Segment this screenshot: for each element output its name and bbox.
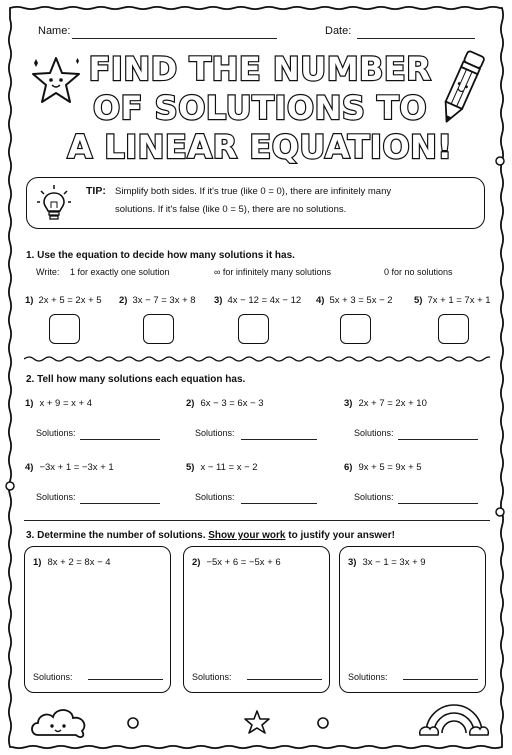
problem-number: 1) — [25, 398, 34, 409]
worksheet-title — [60, 47, 460, 167]
equation-text: −5x + 6 = −5x + 6 — [206, 557, 281, 568]
problem-number: 2) — [186, 398, 195, 409]
section-divider — [24, 520, 490, 521]
solutions-answer-line[interactable] — [247, 679, 322, 680]
date-field[interactable] — [357, 38, 475, 39]
answer-box[interactable] — [143, 314, 174, 344]
equation-text: 9x + 5 = 9x + 5 — [358, 462, 422, 473]
equation-text: 2x + 5 = 2x + 5 — [38, 295, 102, 306]
solutions-label: Solutions: — [354, 428, 394, 438]
solutions-answer-line[interactable] — [403, 679, 478, 680]
equation-text: x + 9 = x + 4 — [39, 398, 92, 409]
key-no-solutions: 0 for no solutions — [384, 267, 453, 277]
pencil-icon — [437, 45, 487, 130]
solutions-answer-line[interactable] — [241, 439, 317, 440]
problem-number: 4) — [25, 462, 34, 473]
circle-decoration-icon — [126, 716, 140, 730]
problem-number: 4) — [316, 295, 325, 306]
solutions-label: Solutions: — [195, 492, 235, 502]
answer-box[interactable] — [49, 314, 80, 344]
tip-box — [26, 177, 485, 229]
problem-number: 3) — [214, 295, 223, 306]
lightbulb-icon — [37, 184, 71, 224]
solutions-answer-line[interactable] — [398, 439, 478, 440]
problem-equation — [25, 462, 114, 473]
section-divider — [24, 355, 490, 363]
key-infinite-solutions: ∞ for infinitely many solutions — [214, 267, 331, 277]
solutions-label: Solutions: — [354, 492, 394, 502]
title-line-3: A LINEAR EQUATION! — [67, 128, 453, 166]
problem-number: 2) — [119, 295, 128, 306]
problem-equation — [414, 295, 491, 306]
solutions-label: Solutions: — [348, 672, 388, 682]
problem-equation — [186, 398, 264, 409]
solutions-answer-line[interactable] — [80, 439, 160, 440]
circle-decoration-icon — [316, 716, 330, 730]
tip-text-line-1: Simplify both sides. If it's true (like 0 = 0), there are infinitely many — [115, 186, 392, 197]
problem-equation — [316, 295, 393, 306]
work-box[interactable] — [339, 546, 486, 693]
solutions-answer-line[interactable] — [80, 503, 160, 504]
section-2-title: 2. Tell how many solutions each equation has. — [26, 374, 246, 385]
write-label: Write: — [36, 267, 60, 277]
work-box[interactable] — [183, 546, 330, 693]
name-label: Name: — [38, 25, 71, 37]
problem-equation — [344, 462, 422, 473]
problem-equation — [214, 295, 301, 306]
solutions-label: Solutions: — [36, 428, 76, 438]
section-3-title: 3. Determine the number of solutions. Show your work to justify your answer! — [26, 530, 395, 541]
problem-number: 2) — [192, 557, 201, 568]
circle-decoration-icon — [494, 506, 506, 518]
cloud-mascot-icon — [28, 703, 90, 741]
problem-equation — [344, 398, 427, 409]
problem-number: 5) — [414, 295, 423, 306]
name-field[interactable] — [72, 38, 277, 39]
solutions-label: Solutions: — [192, 672, 232, 682]
solutions-answer-line[interactable] — [241, 503, 317, 504]
problem-number: 3) — [344, 398, 353, 409]
star-decoration-icon — [244, 710, 270, 734]
problem-number: 1) — [25, 295, 34, 306]
problem-equation — [192, 557, 281, 568]
title-line-1: FIND THE NUMBER — [88, 50, 432, 88]
problem-equation — [25, 295, 102, 306]
key-one-solution: 1 for exactly one solution — [70, 267, 170, 277]
problem-number: 3) — [348, 557, 357, 568]
problem-equation — [119, 295, 196, 306]
solutions-answer-line[interactable] — [88, 679, 163, 680]
equation-text: 6x − 3 = 6x − 3 — [200, 398, 264, 409]
section-1-title: 1. Use the equation to decide how many solutions it has. — [26, 250, 295, 261]
answer-box[interactable] — [238, 314, 269, 344]
equation-text: 7x + 1 = 7x + 1 — [427, 295, 491, 306]
problem-equation — [186, 462, 258, 473]
equation-text: 3x − 1 = 3x + 9 — [362, 557, 426, 568]
tip-label: TIP: — [86, 185, 106, 197]
problem-equation — [25, 398, 92, 409]
solutions-answer-line[interactable] — [398, 503, 478, 504]
problem-number: 5) — [186, 462, 195, 473]
work-box[interactable] — [24, 546, 171, 693]
circle-decoration-icon — [494, 155, 506, 167]
equation-text: x − 11 = x − 2 — [200, 462, 258, 473]
problem-equation — [33, 557, 111, 568]
equation-text: 4x − 12 = 4x − 12 — [227, 295, 302, 306]
equation-text: −3x + 1 = −3x + 1 — [39, 462, 114, 473]
problem-number: 1) — [33, 557, 42, 568]
equation-text: 2x + 7 = 2x + 10 — [358, 398, 427, 409]
equation-text: 3x − 7 = 3x + 8 — [132, 295, 196, 306]
answer-box[interactable] — [438, 314, 469, 344]
tip-text-line-2: solutions. If it's false (like 0 = 5), there are no solutions. — [115, 204, 347, 215]
answer-box[interactable] — [340, 314, 371, 344]
solutions-label: Solutions: — [36, 492, 76, 502]
solutions-label: Solutions: — [33, 672, 73, 682]
problem-equation — [348, 557, 426, 568]
circle-decoration-icon — [4, 480, 16, 492]
date-label: Date: — [325, 25, 352, 37]
solutions-label: Solutions: — [195, 428, 235, 438]
equation-text: 5x + 3 = 5x − 2 — [329, 295, 393, 306]
problem-number: 6) — [344, 462, 353, 473]
rainbow-icon — [418, 693, 490, 739]
title-line-2: OF SOLUTIONS TO — [92, 89, 428, 127]
equation-text: 8x + 2 = 8x − 4 — [47, 557, 111, 568]
